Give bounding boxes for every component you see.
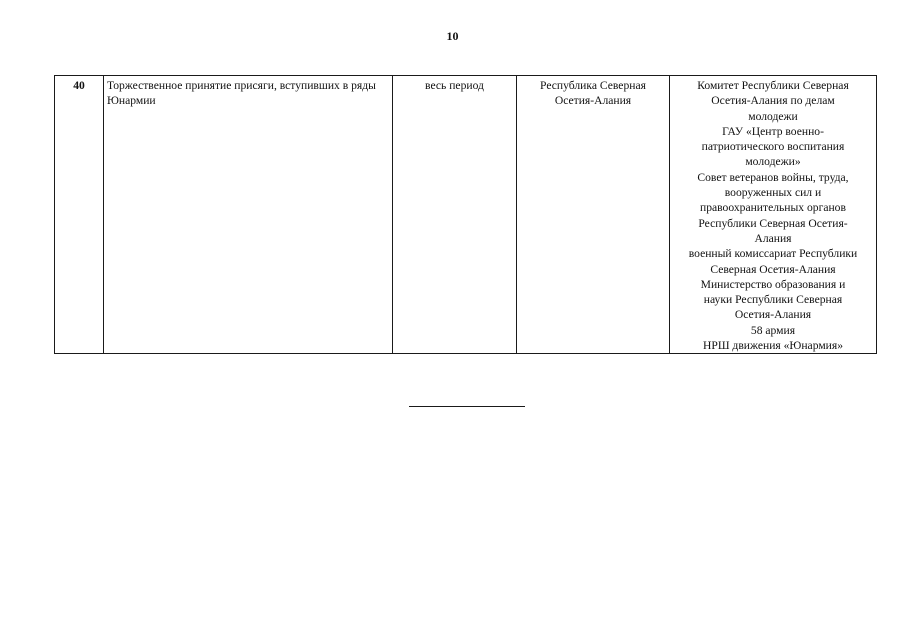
- organizer-line: патриотического воспитания: [701, 140, 845, 154]
- organizer-line: Комитет Республики Северная: [697, 79, 849, 92]
- organizer-line: НРШ движения «Юнармия»: [703, 339, 843, 353]
- organizer-line: правоохранительных органов: [700, 201, 846, 215]
- event-name: Торжественное принятие присяги, вступивших в ряды Юнармии: [104, 76, 393, 354]
- organizer-line: Осетия-Алания: [734, 308, 812, 322]
- organizer-line: Алания: [754, 231, 792, 245]
- organizer-line: вооруженных сил и: [724, 186, 822, 200]
- organizer-line: Осетия-Алания по делам: [711, 94, 835, 108]
- row-number: 40: [55, 76, 104, 354]
- place-line: Республика Северная: [540, 79, 646, 92]
- page-number: 10: [446, 29, 459, 43]
- event-period: весь период: [393, 76, 517, 354]
- end-of-document-rule: [409, 406, 525, 407]
- organizer-line: науки Республики Северная: [703, 293, 843, 307]
- table-row: [55, 76, 877, 354]
- organizer-line: Министерство образования и: [700, 277, 846, 291]
- organizer-line: Республики Северная Осетия-: [698, 216, 848, 230]
- event-organizers: [670, 76, 877, 354]
- organizer-line: военный комиссариат Республики: [688, 247, 858, 261]
- organizer-line: Совет ветеранов войны, труда,: [697, 170, 849, 184]
- place-line: Осетия-Алания: [554, 94, 632, 108]
- organizer-line: молодежи»: [745, 155, 801, 169]
- events-table: [54, 75, 877, 354]
- organizer-line: молодежи: [748, 109, 798, 123]
- organizer-line: ГАУ «Центр военно-: [722, 124, 824, 138]
- organizer-line: 58 армия: [750, 323, 796, 337]
- organizer-line: Северная Осетия-Алания: [710, 262, 836, 276]
- event-place: [517, 76, 670, 354]
